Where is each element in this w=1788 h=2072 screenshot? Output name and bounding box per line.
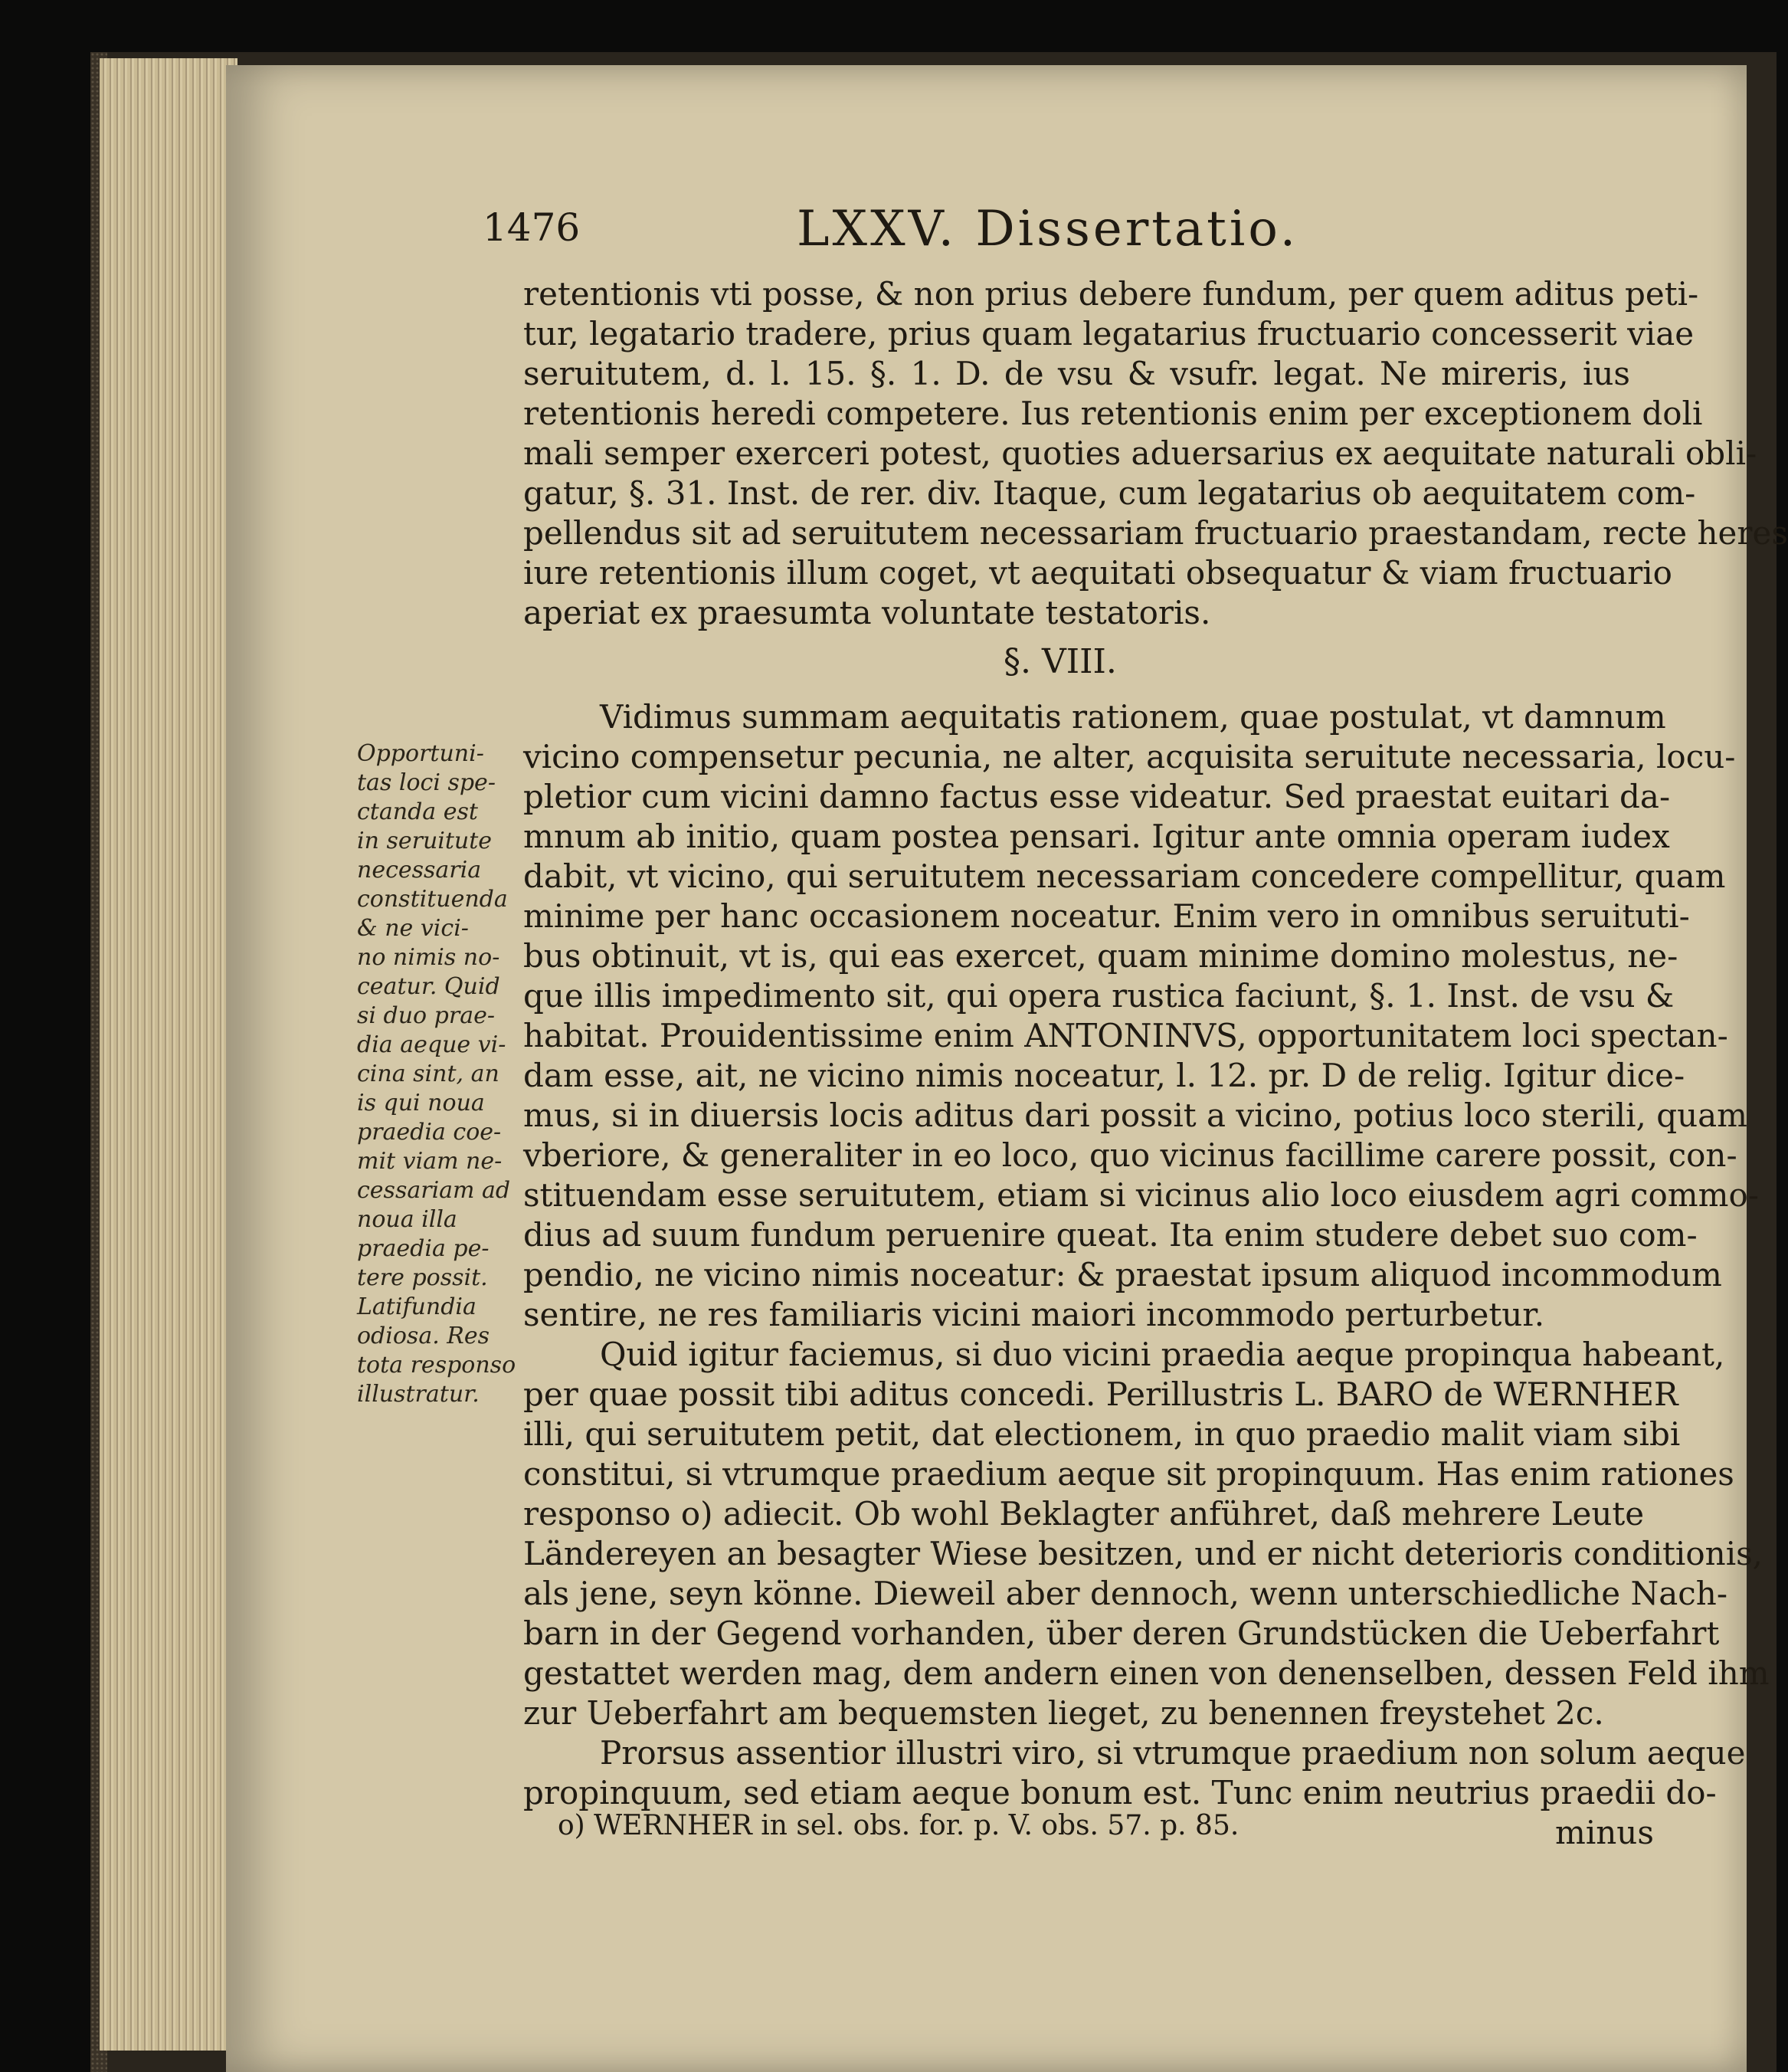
text-line: Quid igitur faciemus, si duo vicini praedia aeque propinqua habeant, bbox=[600, 1336, 1725, 1373]
text-line: pellendus sit ad seruitutem necessariam fructuario praestandam, recte heres bbox=[523, 514, 1788, 552]
margin-note-line: & ne vici- bbox=[357, 915, 469, 942]
text-line: bus obtinuit, vt is, qui eas exercet, quam minime domino molestus, ne- bbox=[523, 937, 1678, 975]
text-line: gestattet werden mag, dem andern einen von denenselben, dessen Feld ihm bbox=[523, 1654, 1770, 1692]
text-line: dius ad suum fundum peruenire queat. Ita enim studere debet suo com- bbox=[523, 1216, 1698, 1254]
text-line: dabit, vt vicino, qui seruitutem necessariam concedere compellitur, quam bbox=[523, 857, 1726, 895]
margin-note-line: dia aeque vi- bbox=[357, 1031, 506, 1058]
text-line: minus bbox=[1555, 1814, 1654, 1851]
margin-note-line: cessariam ad bbox=[357, 1177, 511, 1204]
text-line: vberiore, & generaliter in eo loco, quo vicinus facillime carere possit, con- bbox=[523, 1136, 1737, 1174]
margin-note-line: illustratur. bbox=[357, 1381, 480, 1408]
text-line: als jene, seyn könne. Dieweil aber dennoch, wenn unterschiedliche Nach- bbox=[523, 1575, 1728, 1612]
text-line: pendio, ne vicino nimis noceatur: & praestat ipsum aliquod incommodum bbox=[523, 1256, 1722, 1293]
margin-note-line: ceatur. Quid bbox=[357, 973, 500, 1000]
text-line: barn in der Gegend vorhanden, über deren Grundstücken die Ueberfahrt bbox=[523, 1615, 1720, 1652]
text-line: constitui, si vtrumque praedium aeque sit propinquum. Has enim rationes bbox=[523, 1455, 1734, 1493]
margin-note-line: in seruitute bbox=[357, 828, 493, 854]
footnote: o) WERNHER in sel. obs. for. p. V. obs. 57. p. 85. bbox=[558, 1810, 1239, 1841]
text-line: mnum ab initio, quam postea pensari. Igitur ante omnia operam iudex bbox=[523, 818, 1670, 855]
text-line: aperiat ex praesumta voluntate testatoris. bbox=[523, 594, 1211, 631]
margin-note-line: noua illa bbox=[357, 1206, 457, 1233]
margin-note-line: mit viam ne- bbox=[357, 1148, 503, 1175]
margin-note-line: praedia coe- bbox=[357, 1119, 502, 1146]
text-line: seruitutem, d. l. 15. §. 1. D. de vsu & vsufr. legat. Ne mireris, ius bbox=[523, 355, 1630, 392]
text-line: retentionis vti posse, & non prius debere fundum, per quem aditus peti- bbox=[523, 275, 1699, 313]
margin-note-line: Latifundia bbox=[357, 1293, 476, 1320]
text-line: mus, si in diuersis locis aditus dari possit a vicino, potius loco sterili, quam bbox=[523, 1097, 1748, 1134]
margin-note-line: necessaria bbox=[357, 857, 482, 884]
text-line: Prorsus assentior illustri viro, si vtrumque praedium non solum aeque bbox=[600, 1734, 1746, 1772]
text-line: propinquum, sed etiam aeque bonum est. Tunc enim neutrius praedii do- bbox=[523, 1774, 1717, 1811]
text-line: dam esse, ait, ne vicino nimis noceatur, l. 12. pr. D de relig. Igitur dice- bbox=[523, 1057, 1685, 1094]
margin-note-line: no nimis no- bbox=[357, 944, 500, 971]
text-line: gatur, §. 31. Inst. de rer. div. Itaque, cum legatarius ob aequitatem com- bbox=[523, 474, 1696, 512]
page-number: 1476 bbox=[483, 205, 581, 250]
margin-note-line: tere possit. bbox=[357, 1264, 488, 1291]
section-heading: §. VIII. bbox=[1004, 642, 1117, 681]
text-line: Vidimus summam aequitatis rationem, quae postulat, vt damnum bbox=[600, 698, 1666, 736]
text-line: pletior cum vicini damno factus esse videatur. Sed praestat euitari da- bbox=[523, 778, 1671, 815]
text-line: que illis impedimento sit, qui opera rustica faciunt, §. 1. Inst. de vsu & bbox=[523, 977, 1675, 1015]
margin-note-line: is qui noua bbox=[357, 1090, 485, 1116]
running-title: LXXV. Dissertatio. bbox=[797, 201, 1299, 257]
text-line: per quae possit tibi aditus concedi. Perillustris L. BARO de WERNHER bbox=[523, 1375, 1678, 1413]
text-line: sentire, ne res familiaris vicini maiori incommodo perturbetur. bbox=[523, 1296, 1545, 1333]
text-line: zur Ueberfahrt am bequemsten lieget, zu benennen freystehet 2c. bbox=[523, 1694, 1604, 1732]
text-line: stituendam esse seruitutem, etiam si vicinus alio loco eiusdem agri commo- bbox=[523, 1176, 1759, 1214]
margin-note-line: si duo prae- bbox=[357, 1002, 495, 1029]
text-line: vicino compensetur pecunia, ne alter, acquisita seruitute necessaria, locu- bbox=[523, 738, 1736, 775]
margin-note-line: praedia pe- bbox=[357, 1235, 490, 1262]
margin-note-line: Opportuni- bbox=[357, 740, 484, 767]
margin-note-line: odiosa. Res bbox=[357, 1323, 490, 1349]
text-line: iure retentionis illum coget, vt aequitati obsequatur & viam fructuario bbox=[523, 554, 1672, 592]
margin-note-line: ctanda est bbox=[357, 798, 478, 825]
text-line: Ländereyen an besagter Wiese besitzen, und er nicht deterioris conditionis, bbox=[523, 1535, 1763, 1572]
margin-note-line: tas loci spe- bbox=[357, 769, 496, 796]
margin-note-line: constituenda bbox=[357, 886, 508, 913]
text-line: mali semper exerceri potest, quoties aduersarius ex aequitate naturali obli- bbox=[523, 434, 1757, 472]
text-line: retentionis heredi competere. Ius retentionis enim per exceptionem doli bbox=[523, 395, 1703, 432]
text-line: responso o) adiecit. Ob wohl Beklagter anführet, daß mehrere Leute bbox=[523, 1495, 1645, 1533]
page-edges bbox=[100, 58, 237, 2051]
text-line: habitat. Prouidentissime enim ANTONINVS, opportunitatem loci spectan- bbox=[523, 1017, 1728, 1054]
text-line: tur, legatario tradere, prius quam legatarius fructuario concesserit viae bbox=[523, 315, 1695, 352]
margin-note-line: cina sint, an bbox=[357, 1061, 499, 1087]
text-line: illi, qui seruitutem petit, dat electionem, in quo praedio malit viam sibi bbox=[523, 1415, 1681, 1453]
margin-note-line: tota responso bbox=[357, 1352, 516, 1379]
text-line: minime per hanc occasionem noceatur. Enim vero in omnibus seruituti- bbox=[523, 897, 1690, 935]
